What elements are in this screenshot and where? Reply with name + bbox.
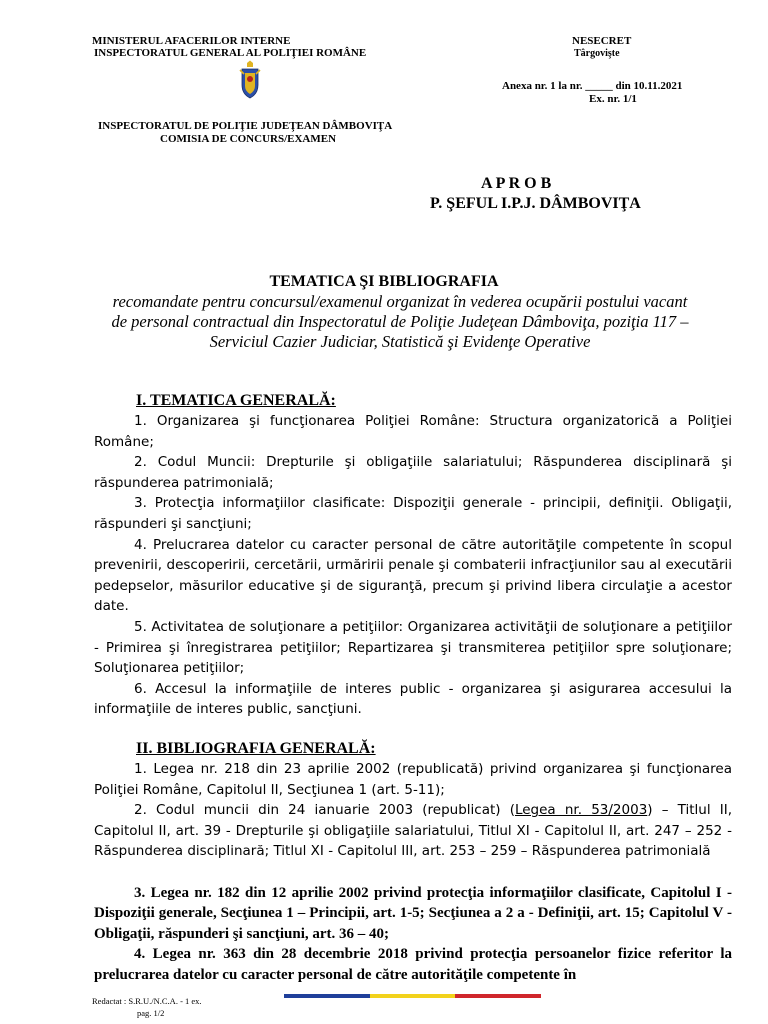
flag-red-stripe <box>455 994 541 998</box>
topic-item: 1. Organizarea şi funcţionarea Poliţiei Române: Structura organizatorică a Poliţiei Române; <box>94 413 732 450</box>
topic-item: 4. Prelucrarea datelor cu caracter personal de către autorităţile competente în scopul prevenirii, descoperirii, cercetării, urmăririi penale şi combaterii infracţiunilor sau al executării pedepselor, măsurilor educative şi de siguranţă, precum şi privind libera circulaţie a acestor date. <box>94 536 732 615</box>
section-2-list <box>94 759 732 862</box>
bibliography-item: 4. Legea nr. 363 din 28 decembrie 2018 privind protecţia persoanelor fizice referitor la prelucrarea datelor cu caracter personal de către autorităţile competente în <box>94 946 732 983</box>
bibliography-item: 3. Legea nr. 182 din 12 aprilie 2002 privind protecţia informaţiilor clasificate, Capitolul I - Dispoziţii generale, Secţiunea 1 – Principii, art. 1-5; Secţiunea a 2 a - Definiţii, art. 15; Capitolul V - Obligaţii, răspunderi şi sancţiuni, art. 36 – 40; <box>94 885 732 942</box>
law-53-2003-link[interactable]: Legea nr. 53/2003 <box>514 802 648 819</box>
section-1-list <box>94 411 732 720</box>
county-inspectorate-name: INSPECTORATUL DE POLIŢIE JUDEŢEAN DÂMBOVIŢA <box>98 120 393 132</box>
section-2-heading: II. BIBLIOGRAFIA GENERALĂ: <box>136 740 376 757</box>
topic-item: 3. Protecţia informaţiilor clasificate: Dispoziţii generale - principii, definiţii. Obligaţii, răspunderi şi sancţiuni; <box>94 495 732 532</box>
bibliography-item <box>94 800 732 862</box>
annex-reference: Anexa nr. 1 la nr. _____ din 10.11.2021 <box>502 80 683 92</box>
section-1-heading: I. TEMATICA GENERALĂ: <box>136 392 336 409</box>
commission-name: COMISIA DE CONCURS/EXAMEN <box>160 133 337 145</box>
flag-yellow-stripe <box>370 994 456 998</box>
city-label: Târgovişte <box>574 48 620 59</box>
topic-item: 5. Activitatea de soluţionare a petiţiilor: Organizarea activităţii de soluţionare a petiţiilor - Primirea şi înregistrarea petiţiilor; Repartizarea şi transmiterea petiţiilor spre soluţionare; Soluţionarea petiţiilor; <box>94 618 732 677</box>
bibliography-text: ) – Titlul II, Capitolul II, art. 39 - Drepturile şi obligaţiile salariatului, Titlul XI - Capitolul II, art. 247 – 252 - Răspunderea disciplinară; Titlul XI - Capitolul III, art. 253 – 259 – Răspunderea patrimonială <box>94 802 733 860</box>
document-subtitle-2: de personal contractual din Inspectoratul de Poliţie Judeţean Dâmboviţa, poziţia 117 – <box>111 312 689 331</box>
approval-line: A P R O B <box>481 175 552 192</box>
footer-page-number: pag. 1/2 <box>137 1008 165 1018</box>
section-2-bold-items <box>94 883 732 985</box>
document-title: TEMATICA ŞI BIBLIOGRAFIA <box>269 273 499 290</box>
document-subtitle-3: Serviciul Cazier Judiciar, Statistică şi Evidenţe Operative <box>209 332 591 351</box>
classification-label: NESECRET <box>572 35 632 47</box>
document-subtitle-1: recomandate pentru concursul/examenul organizat în vederea ocupării postului vacant <box>112 292 688 311</box>
topic-item: 2. Codul Muncii: Drepturile şi obligaţiile salariatului; Răspunderea disciplinară şi răspunderea patrimonială; <box>94 454 732 491</box>
topic-item: 6. Accesul la informaţiile de interes public - organizarea şi asigurarea accesului la informaţiile de interes public, sancţiuni. <box>94 680 732 718</box>
footer-redactat: Redactat : S.R.U./N.C.A. - 1 ex. <box>92 996 202 1006</box>
bibliography-text: 2. Codul muncii din 24 ianuarie 2003 (republicat) ( <box>134 802 515 819</box>
bibliography-item: 1. Legea nr. 218 din 23 aprilie 2002 (republicată) privind organizarea şi funcţionarea Poliţiei Române, Capitolul II, Secţiunea 1 (art. 5-11); <box>94 761 732 798</box>
romania-coat-of-arms-icon <box>238 60 262 100</box>
footer-flag-bar <box>284 994 541 998</box>
approval-signatory: P. ŞEFUL I.P.J. DÂMBOVIŢA <box>430 195 641 212</box>
ministry-name: MINISTERUL AFACERILOR INTERNE <box>92 35 291 47</box>
flag-blue-stripe <box>284 994 370 998</box>
copy-number: Ex. nr. 1/1 <box>589 93 637 105</box>
inspectorate-general-name: INSPECTORATUL GENERAL AL POLIŢIEI ROMÂNE <box>94 47 367 59</box>
